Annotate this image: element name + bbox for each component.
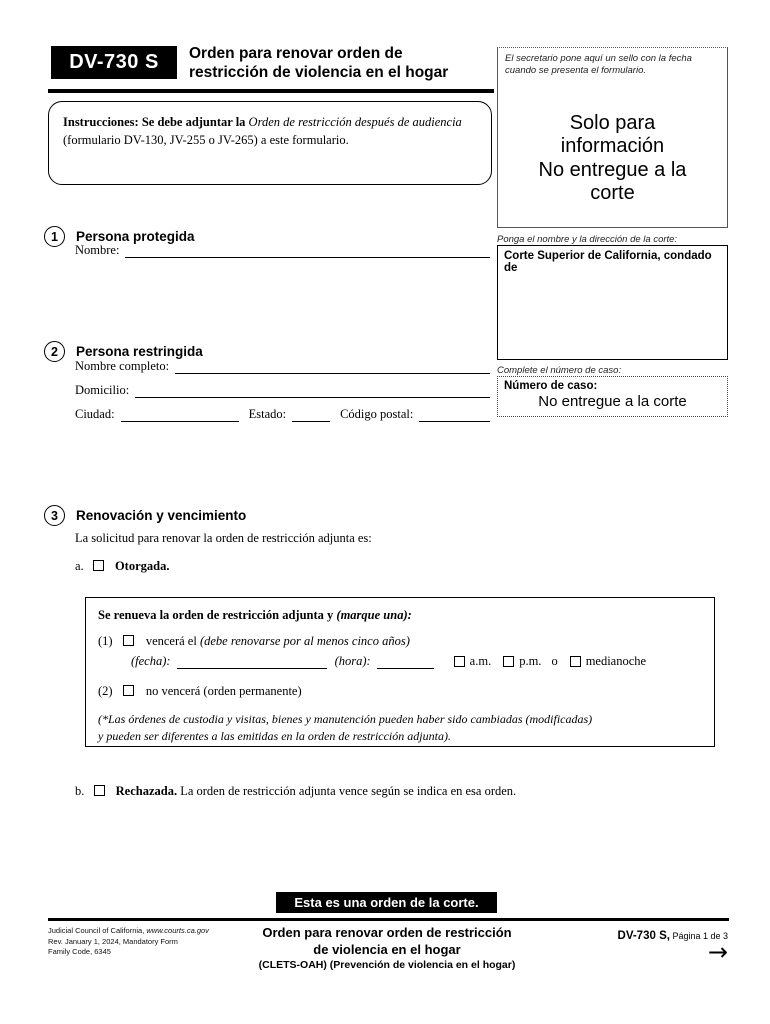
renewal-detail-box xyxy=(85,597,715,747)
expires-text: vencerá el xyxy=(145,634,200,648)
denied-option-row xyxy=(75,784,516,799)
form-title-line2: restricción de violencia en el hogar xyxy=(189,64,449,82)
info-only-notice xyxy=(505,112,720,206)
expires-option-row xyxy=(98,634,702,649)
restrained-address-row xyxy=(75,383,490,398)
restrained-city-state-zip-row xyxy=(75,407,490,422)
protected-name-input-line[interactable] xyxy=(125,244,490,258)
state-input-line[interactable] xyxy=(292,408,330,422)
time-input-line[interactable] xyxy=(377,655,434,669)
court-name-box[interactable] xyxy=(497,245,728,360)
renewal-heading-italic: (marque una): xyxy=(336,608,412,622)
or-conjunction: o xyxy=(551,654,558,668)
section-1-title: Persona protegida xyxy=(76,229,195,244)
court-order-banner-text: Esta es una orden de la corte. xyxy=(294,895,479,910)
footer-title-line2: de violencia en el hogar xyxy=(313,941,461,957)
midnight-checkbox[interactable] xyxy=(570,656,581,667)
pm-checkbox[interactable] xyxy=(503,656,514,667)
section-1-number: 1 xyxy=(44,226,65,247)
section-2-number: 2 xyxy=(44,341,65,362)
date-label: (fecha): xyxy=(131,654,171,668)
renewal-heading-bold: Se renueva la orden de restricción adjunta y xyxy=(98,608,337,622)
city-input-line[interactable] xyxy=(121,408,239,422)
denied-label: Rechazada. xyxy=(115,784,178,798)
renewal-box-heading xyxy=(98,608,702,623)
date-time-row xyxy=(131,654,702,669)
case-number-value: No entregue a la corte xyxy=(538,393,687,410)
am-checkbox[interactable] xyxy=(454,656,465,667)
zip-input-line[interactable] xyxy=(419,408,490,422)
footer-page-number: Página 1 de 3 xyxy=(669,931,728,941)
section-2-title: Persona restringida xyxy=(76,344,203,359)
footer-form-code: DV-730 S, xyxy=(617,930,670,942)
section-3-number: 3 xyxy=(44,505,65,526)
zip-label: Código postal: xyxy=(340,407,414,421)
clerk-stamp-caption: El secretario pone aquí un sello con la fecha cuando se presenta el formulario. xyxy=(505,53,692,77)
restrained-address-input-line[interactable] xyxy=(135,384,490,398)
case-number-box[interactable] xyxy=(497,376,728,417)
instructions-box xyxy=(48,101,492,185)
footer-council-line xyxy=(48,926,209,937)
denied-letter: b. xyxy=(75,784,85,798)
granted-label: Otorgada. xyxy=(114,559,170,573)
protected-person-name-row xyxy=(75,243,490,258)
instructions-bold: Instrucciones: Se debe adjuntar la xyxy=(63,115,249,129)
case-box-caption: Complete el número de caso: xyxy=(497,365,622,376)
expires-checkbox[interactable] xyxy=(123,635,134,646)
pm-label: p.m. xyxy=(519,654,542,668)
form-code-badge xyxy=(51,46,177,79)
note-line2: y pueden ser diferentes a las emitidas en la orden de restricción adjunta). xyxy=(98,728,451,743)
section-3-header xyxy=(44,505,246,526)
granted-option-row xyxy=(75,559,169,574)
granted-letter: a. xyxy=(75,559,84,573)
city-label: Ciudad: xyxy=(75,407,115,421)
protected-name-label: Nombre: xyxy=(75,243,120,257)
permanent-option-row xyxy=(98,684,702,699)
clerk-stamp-box xyxy=(497,47,728,228)
denied-text: La orden de restricción adjunta vence según se indica en esa orden. xyxy=(177,784,517,798)
footer-courts-url[interactable]: www.courts.ca.gov xyxy=(146,926,209,935)
header-rule xyxy=(48,89,494,93)
expires-option-number: (1) xyxy=(98,634,113,648)
custody-modification-note xyxy=(98,711,702,744)
footer-title-line3: (CLETS-OAH) (Prevención de violencia en el hogar) xyxy=(258,958,516,971)
section-3-title: Renovación y vencimiento xyxy=(76,508,247,523)
permanent-text: no vencerá (orden permanente) xyxy=(145,684,302,698)
court-box-caption: Ponga el nombre y la dirección de la corte: xyxy=(497,234,678,245)
time-label: (hora): xyxy=(334,654,371,668)
footer-revision-line: Rev. January 1, 2024, Mandatory Form xyxy=(48,936,178,946)
continue-arrow-icon: → xyxy=(707,938,728,966)
am-label: a.m. xyxy=(469,654,492,668)
restrained-fullname-label: Nombre completo: xyxy=(75,359,170,373)
footer-title-line1: Orden para renovar orden de restricción xyxy=(262,925,512,940)
expires-note-italic: (debe renovarse por al menos cinco años) xyxy=(199,634,410,648)
info-only-line: Solo para información xyxy=(560,111,665,158)
do-not-file-line: No entregue a la corte xyxy=(538,158,687,205)
permanent-option-number: (2) xyxy=(98,684,113,698)
state-label: Estado: xyxy=(248,407,287,421)
court-name-value: Corte Superior de California, condado de xyxy=(504,250,712,274)
granted-checkbox[interactable] xyxy=(93,560,104,571)
court-order-banner xyxy=(276,892,497,913)
denied-checkbox[interactable] xyxy=(94,785,105,796)
restrained-fullname-input-line[interactable] xyxy=(175,360,490,374)
restrained-address-label: Domicilio: xyxy=(75,383,130,397)
footer-code-line: Family Code, 6345 xyxy=(48,947,111,956)
note-line1: (*Las órdenes de custodia y visitas, bienes y manutención pueden haber sido cambiadas (modificadas) xyxy=(98,712,593,726)
instructions-rest: (formulario DV-130, JV-255 o JV-265) a este formulario. xyxy=(63,132,349,147)
form-title-line1: Orden para renovar orden de xyxy=(189,45,403,62)
footer-left-block xyxy=(48,926,209,958)
footer-council-text: Judicial Council of California, xyxy=(48,926,147,935)
form-code: DV-730 S xyxy=(69,51,159,73)
instructions-italic: Orden de restricción después de audiencia xyxy=(248,115,462,129)
form-title xyxy=(189,44,448,83)
permanent-checkbox[interactable] xyxy=(123,685,134,696)
section-3-intro: La solicitud para renovar la orden de restricción adjunta es: xyxy=(75,531,372,545)
footer-rule xyxy=(48,918,729,921)
midnight-label: medianoche xyxy=(585,654,647,668)
date-input-line[interactable] xyxy=(177,655,327,669)
restrained-fullname-row xyxy=(75,359,490,374)
case-number-label: Número de caso: xyxy=(504,380,598,392)
